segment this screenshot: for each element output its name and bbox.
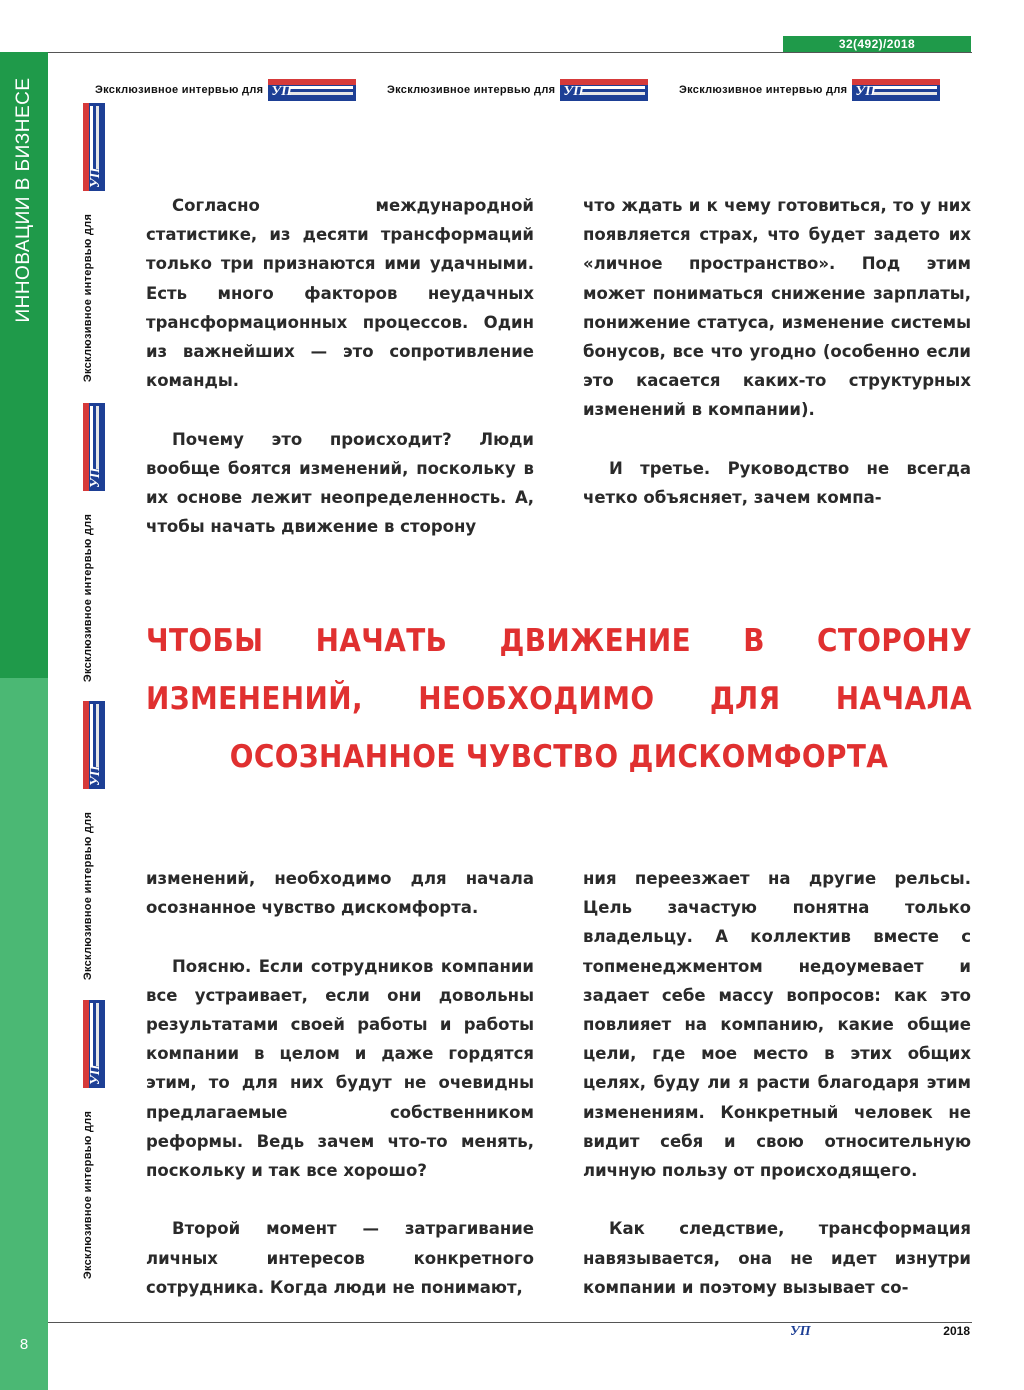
article-column-top-right <box>583 191 971 512</box>
watermark-text: Эксклюзивное интервью для <box>82 811 94 981</box>
paragraph: Поясню. Если сотрудников компании все устраивает, если они довольны результатами своей работы и работы компании в целом и даже гордятся этим, то для них будут не очевидны предлагаемые собственником реформы. Ведь зачем что-то менять, поскольку и так все хорошо? <box>146 956 534 1181</box>
paragraph: что ждать и к чему готовиться, то у них появляется страх, что будет задето их «личное пространство». Под этим может пониматься снижение зарплаты, понижение статуса, изменение системы бонусов, все что угодно (особенно если это касается каких-то структурных изменений в компании). <box>583 196 971 420</box>
pull-quote: ЧТОБЫ НАЧАТЬ ДВИЖЕНИЕ В СТОРОНУ ИЗМЕНЕНИЙ, НЕОБХОДИМО ДЛЯ НАЧАЛА ОСОЗНАННОЕ ЧУВСТВО ДИСКОМФОРТА <box>146 623 972 775</box>
article-column-bottom-left <box>146 864 534 1302</box>
paragraph: Второй момент — затрагивание личных интересов конкретного сотрудника. Когда люди не понимают, <box>146 1219 534 1297</box>
watermark-text: Эксклюзивное интервью для <box>82 513 94 683</box>
section-sidebar-lower <box>0 678 48 1390</box>
watermark-item <box>387 78 648 102</box>
magazine-logo-icon: УП <box>268 79 356 101</box>
watermark-text: Эксклюзивное интервью для <box>82 1110 94 1280</box>
watermark-text: Эксклюзивное интервью для <box>95 84 264 96</box>
header-rule <box>48 52 972 53</box>
paragraph: Согласно международной статистике, из десяти трансформаций только три признаются ими удачными. Есть много факторов неудачных трансформационных процессов. Один из важнейших — это сопротивление команды. <box>146 196 534 391</box>
paragraph: ния переезжает на другие рельсы. Цель зачастую понятна только владельцу. А коллектив вместе с топменеджментом недоумевает и задает себе массу вопросов: как это повлияет на компанию, какие общие цели, где мое место в этих общих целях, буду ли я расти благодаря этим изменениям. Конкретный человек не видит себя и свою относительную личную пользу от происходящего. <box>583 869 971 1181</box>
magazine-logo-icon: УП <box>852 79 940 101</box>
paragraph: Как следствие, трансформация навязывается, она не идет изнутри компании и поэтому вызывает со- <box>583 1219 971 1297</box>
watermark-vertical <box>60 408 104 708</box>
paragraph: изменений, необходимо для начала осознанное чувство дискомфорта. <box>146 869 534 918</box>
footer-logo-text: УП <box>790 1324 811 1339</box>
watermark-vertical <box>60 706 104 1006</box>
magazine-logo-icon: УП <box>560 79 648 101</box>
watermark-vertical <box>60 1005 104 1305</box>
magazine-logo-icon: УП <box>83 103 105 191</box>
article-column-top-left <box>146 191 534 541</box>
watermark-text: Эксклюзивное интервью для <box>387 84 556 96</box>
magazine-logo-icon: УП <box>83 701 105 789</box>
page-number: 8 <box>19 1336 29 1353</box>
footer-year: 2018 <box>943 1324 970 1338</box>
paragraph: Почему это происходит? Люди вообще боятся изменений, поскольку в их основе лежит неопределенность. А, чтобы начать движение в сторону <box>146 429 534 537</box>
footer-rule <box>48 1322 972 1323</box>
section-label: ИННОВАЦИИ В БИЗНЕСЕ <box>13 77 34 323</box>
footer-logo-icon <box>790 1325 826 1339</box>
watermark-item <box>95 78 356 102</box>
watermark-text: Эксклюзивное интервью для <box>679 84 848 96</box>
watermark-vertical <box>60 108 104 408</box>
magazine-logo-icon: УП <box>83 1000 105 1088</box>
watermark-text: Эксклюзивное интервью для <box>82 213 94 383</box>
issue-badge: 32(492)/2018 <box>783 36 971 52</box>
watermark-item <box>679 78 940 102</box>
paragraph: И третье. Руководство не всегда четко объясняет, зачем компа- <box>583 458 971 508</box>
article-column-bottom-right <box>583 864 971 1302</box>
magazine-logo-icon: УП <box>83 403 105 491</box>
